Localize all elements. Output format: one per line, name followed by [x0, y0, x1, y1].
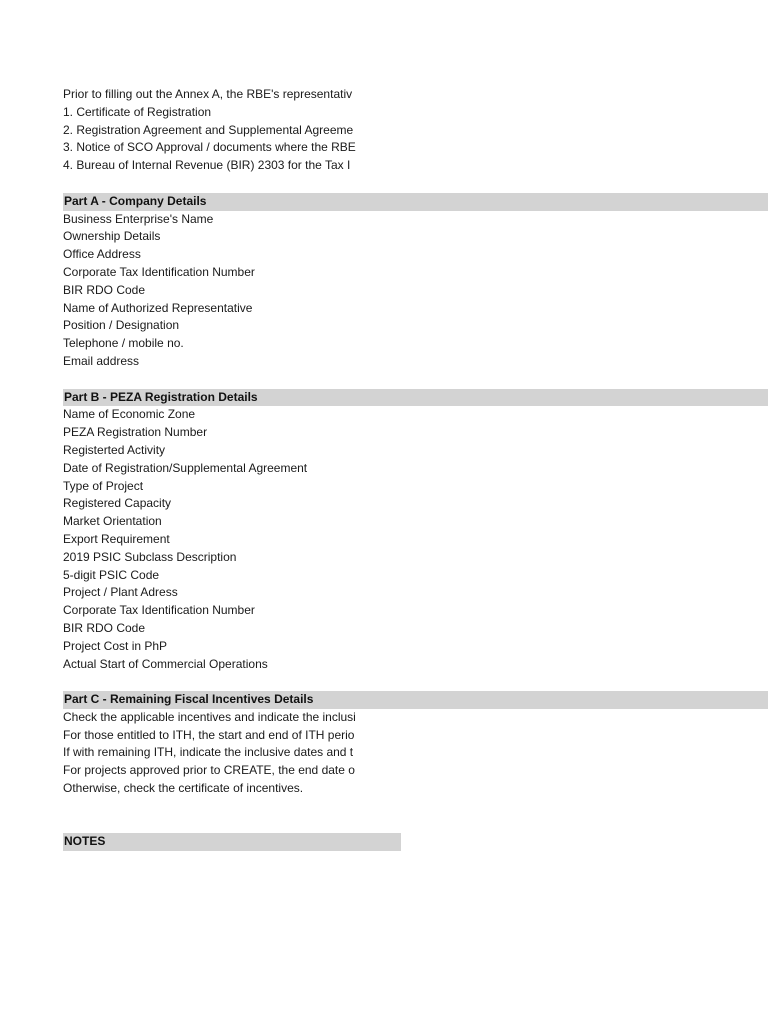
part-b-field: BIR RDO Code	[63, 620, 146, 635]
part-a-field: Ownership Details	[63, 229, 161, 244]
part-b-field: Date of Registration/Supplemental Agreement	[63, 460, 308, 475]
part-a-field: Email address	[63, 353, 140, 368]
part-a-field: BIR RDO Code	[63, 282, 146, 297]
part-b-field: PEZA Registration Number	[63, 425, 208, 440]
intro-item-4: 4. Bureau of Internal Revenue (BIR) 2303 for the Tax I	[63, 158, 351, 173]
part-b-field: Corporate Tax Identification Number	[63, 603, 255, 618]
part-b-field: Registered Capacity	[63, 496, 172, 511]
spreadsheet-page	[63, 86, 768, 851]
spacer-row	[63, 816, 768, 834]
part-c-line: For those entitled to ITH, the start and end of ITH perio	[63, 727, 355, 742]
spacer-row	[63, 371, 768, 389]
part-a-header: Part A - Company Details	[63, 193, 768, 211]
part-b-field: Market Orientation	[63, 514, 162, 529]
part-b-header: Part B - PEZA Registration Details	[63, 389, 768, 407]
part-b-field: Actual Start of Commercial Operations	[63, 656, 268, 671]
part-b-field: 5-digit PSIC Code	[63, 567, 160, 582]
intro-item-1: 1. Certificate of Registration	[63, 104, 212, 119]
notes-header: NOTES	[63, 833, 401, 851]
part-c-line: Check the applicable incentives and indicate the inclusi	[63, 709, 356, 724]
intro-item-3: 3. Notice of SCO Approval / documents where the RBE	[63, 140, 356, 155]
part-c-line: Otherwise, check the certificate of incentives.	[63, 781, 304, 796]
part-a-field: Office Address	[63, 247, 141, 262]
part-a-field: Name of Authorized Representative	[63, 300, 253, 315]
part-a-field: Business Enterprise's Name	[63, 211, 214, 226]
intro-text: Prior to filling out the Annex A, the RBE's representativ	[63, 87, 353, 101]
part-b-field: Project Cost in PhP	[63, 638, 168, 653]
part-b-field: Type of Project	[63, 478, 144, 493]
spacer-row	[63, 673, 768, 691]
part-c-header: Part C - Remaining Fiscal Incentives Details	[63, 691, 768, 709]
part-a-field: Corporate Tax Identification Number	[63, 264, 255, 279]
part-b-field: Project / Plant Adress	[63, 585, 178, 600]
part-b-field: Name of Economic Zone	[63, 407, 196, 422]
part-b-field: Export Requirement	[63, 531, 170, 546]
spacer-row	[63, 175, 768, 193]
spacer-row	[63, 798, 768, 816]
part-c-line: For projects approved prior to CREATE, the end date o	[63, 763, 355, 778]
part-c-line: If with remaining ITH, indicate the inclusive dates and t	[63, 745, 354, 760]
intro-item-2: 2. Registration Agreement and Supplemental Agreeme	[63, 122, 354, 137]
part-b-field: 2019 PSIC Subclass Description	[63, 549, 237, 564]
part-a-field: Telephone / mobile no.	[63, 336, 184, 351]
part-b-field: Registerted Activity	[63, 442, 166, 457]
part-a-field: Position / Designation	[63, 318, 180, 333]
